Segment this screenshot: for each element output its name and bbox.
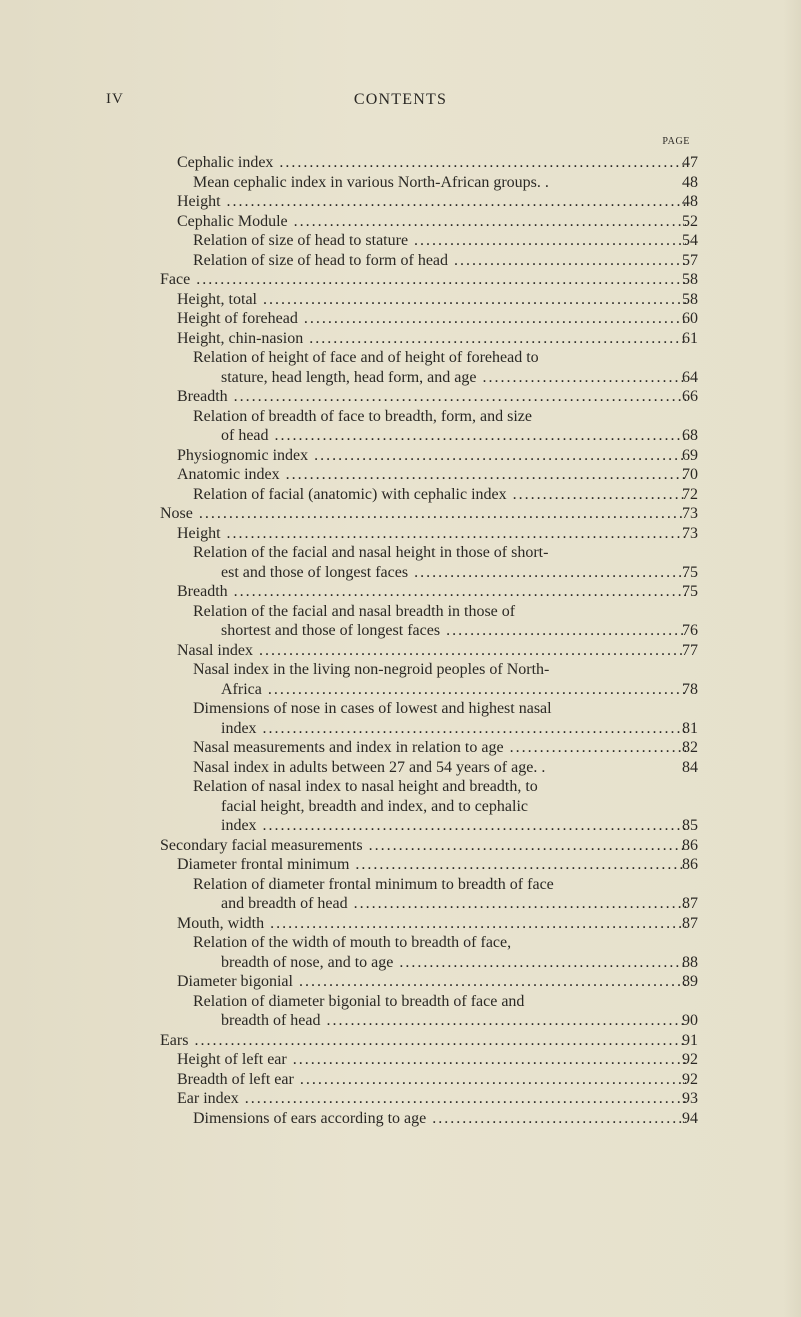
toc-entry-page-number: 86 <box>682 836 698 854</box>
toc-entry-page-number: 81 <box>682 719 698 737</box>
toc-entry-title: Relation of nasal index to nasal height and breadth, to <box>193 778 538 795</box>
toc-entry-page-number: 57 <box>682 251 698 269</box>
contents-list <box>0 153 801 1128</box>
toc-entry <box>0 602 801 622</box>
toc-entry-title: facial height, breadth and index, and to cephalic <box>221 797 528 815</box>
toc-entry-page-number: 78 <box>682 680 698 698</box>
toc-entry-title: Relation of the facial and nasal breadth in those of <box>193 602 516 620</box>
toc-entry <box>0 543 801 563</box>
toc-entry <box>0 407 801 427</box>
page-number: IV <box>106 91 124 107</box>
page-column-label: PAGE <box>662 136 690 147</box>
toc-entry-title: Relation of size of head to form of head . . . <box>193 251 686 271</box>
toc-entry <box>0 251 801 271</box>
toc-entry-title: Ear index . . . <box>177 1089 686 1109</box>
toc-entry-page-number: 90 <box>682 1012 698 1029</box>
toc-entry-page-number: 69 <box>682 446 698 464</box>
toc-entry <box>0 446 801 466</box>
toc-entry <box>0 153 801 173</box>
toc-entry-title: Diameter bigonial . . . <box>177 972 686 992</box>
toc-entry-page-number: 73 <box>682 524 698 542</box>
toc-entry-title: Relation of the width of mouth to breadth of face, <box>193 934 512 951</box>
toc-entry-title: Relation of facial (anatomic) with cephalic index . . . <box>193 485 686 505</box>
toc-entry-page-number: 47 <box>682 154 698 171</box>
toc-entry-page-number: 75 <box>682 583 698 600</box>
toc-entry-page-number: 73 <box>682 505 698 522</box>
toc-entry-title: shortest and those of longest faces . . . <box>221 621 686 641</box>
toc-entry-page-number: 94 <box>682 1109 698 1127</box>
toc-entry-title: of head . . . <box>221 426 686 446</box>
toc-entry <box>0 1050 801 1070</box>
toc-entry-title: Cephalic index . . . <box>177 153 686 173</box>
toc-entry-title: Diameter frontal minimum . . . <box>177 855 686 875</box>
toc-entry-title: Anatomic index . . . <box>177 465 686 485</box>
toc-entry-title: Nose . . . <box>160 504 686 524</box>
toc-entry-title: Relation of diameter frontal minimum to breadth of face <box>193 875 554 893</box>
toc-entry <box>0 212 801 232</box>
toc-entry <box>0 1070 801 1090</box>
toc-entry-title: Physiognomic index . . . <box>177 446 686 466</box>
toc-entry-title: and breadth of head . . . <box>221 894 686 914</box>
toc-entry <box>0 836 801 856</box>
toc-entry-title: Relation of the facial and nasal height in those of short- <box>193 544 549 561</box>
toc-entry-page-number: 54 <box>682 232 698 249</box>
toc-entry <box>0 485 801 505</box>
toc-entry <box>0 465 801 485</box>
toc-entry <box>0 894 801 914</box>
toc-entry <box>0 933 801 953</box>
toc-entry-title: est and those of longest faces . . . <box>221 563 686 583</box>
toc-entry-title: Breadth . . . <box>177 387 686 407</box>
toc-entry-title: breadth of head . . . <box>221 1011 686 1031</box>
toc-entry <box>0 582 801 602</box>
toc-entry-page-number: 77 <box>682 641 698 659</box>
toc-entry-page-number: 89 <box>682 973 698 990</box>
toc-entry-title: Breadth of left ear . . . <box>177 1070 686 1090</box>
toc-entry-page-number: 48 <box>682 173 698 191</box>
toc-entry-page-number: 66 <box>682 388 698 405</box>
toc-entry-page-number: 87 <box>682 895 698 912</box>
toc-entry <box>0 680 801 700</box>
toc-entry <box>0 290 801 310</box>
toc-entry <box>0 699 801 719</box>
toc-entry-title: stature, head length, head form, and age . . . <box>221 368 686 388</box>
toc-entry-page-number: 86 <box>682 856 698 873</box>
toc-entry-title: Nasal measurements and index in relation to age . . . <box>193 738 686 758</box>
toc-entry-page-number: 60 <box>682 310 698 327</box>
toc-entry-page-number: 87 <box>682 914 698 932</box>
toc-entry-page-number: 58 <box>682 271 698 288</box>
toc-entry-page-number: 76 <box>682 622 698 639</box>
toc-entry-page-number: 92 <box>682 1051 698 1068</box>
toc-entry-title: Breadth . . . <box>177 582 686 602</box>
toc-entry-title: Relation of breadth of face to breadth, form, and size <box>193 407 532 425</box>
toc-entry-page-number: 85 <box>682 817 698 834</box>
toc-entry <box>0 368 801 388</box>
toc-entry-page-number: 64 <box>682 368 698 386</box>
toc-entry <box>0 270 801 290</box>
toc-entry-title: Relation of diameter bigonial to breadth of face and <box>193 992 525 1010</box>
toc-entry <box>0 231 801 251</box>
toc-entry <box>0 426 801 446</box>
toc-entry <box>0 504 801 524</box>
toc-entry-title: Mouth, width . . . <box>177 914 686 934</box>
toc-entry <box>0 173 801 193</box>
toc-entry-page-number: 75 <box>682 563 698 581</box>
toc-entry-title: breadth of nose, and to age . . . <box>221 953 686 973</box>
toc-entry <box>0 816 801 836</box>
toc-entry <box>0 192 801 212</box>
toc-entry-title: Relation of height of face and of height of forehead to <box>193 349 539 366</box>
toc-entry <box>0 329 801 349</box>
running-head: CONTENTS <box>353 91 448 108</box>
toc-entry-page-number: 68 <box>682 427 698 444</box>
toc-entry-title: Height . . . <box>177 192 686 212</box>
toc-entry <box>0 641 801 661</box>
toc-entry <box>0 348 801 368</box>
toc-entry <box>0 758 801 778</box>
toc-entry-page-number: 92 <box>682 1070 698 1088</box>
toc-entry <box>0 855 801 875</box>
toc-entry-page-number: 88 <box>682 953 698 971</box>
toc-entry-title: Relation of size of head to stature . . . <box>193 231 686 251</box>
toc-entry <box>0 563 801 583</box>
toc-entry-page-number: 48 <box>682 193 698 210</box>
toc-entry-title: Height, chin-nasion . . . <box>177 329 686 349</box>
toc-entry-title: Face . . . <box>160 270 686 290</box>
toc-entry-page-number: 91 <box>682 1031 698 1049</box>
toc-entry-title: index . . . <box>221 816 686 836</box>
toc-entry <box>0 621 801 641</box>
toc-entry-title: Height . . . <box>177 524 686 544</box>
toc-entry-title: Height, total . . . <box>177 290 686 310</box>
toc-entry-title: Nasal index in adults between 27 and 54 years of age. . <box>193 758 546 776</box>
toc-entry <box>0 1109 801 1129</box>
toc-entry-title: Ears . . . <box>160 1031 686 1051</box>
toc-entry <box>0 1011 801 1031</box>
toc-entry <box>0 992 801 1012</box>
toc-entry <box>0 309 801 329</box>
toc-entry <box>0 777 801 797</box>
toc-entry-page-number: 82 <box>682 739 698 756</box>
toc-entry-page-number: 84 <box>682 758 698 776</box>
toc-entry <box>0 1089 801 1109</box>
toc-entry <box>0 524 801 544</box>
toc-entry-title: Height of forehead . . . <box>177 309 686 329</box>
toc-entry-title: Cephalic Module . . . <box>177 212 686 232</box>
toc-entry <box>0 719 801 739</box>
toc-entry <box>0 1031 801 1051</box>
toc-entry-title: Height of left ear . . . <box>177 1050 686 1070</box>
toc-entry-title: Nasal index . . . <box>177 641 686 661</box>
toc-entry-title: Secondary facial measurements . . . <box>160 836 686 856</box>
toc-entry <box>0 797 801 817</box>
toc-entry-page-number: 58 <box>682 290 698 308</box>
toc-entry <box>0 660 801 680</box>
toc-entry <box>0 738 801 758</box>
toc-entry-title: Africa . . . <box>221 680 686 700</box>
toc-entry-title: Dimensions of ears according to age . . . <box>193 1109 686 1129</box>
toc-entry-page-number: 70 <box>682 466 698 483</box>
toc-entry <box>0 387 801 407</box>
toc-entry-title: Mean cephalic index in various North-African groups. . <box>193 173 549 191</box>
toc-entry-page-number: 72 <box>682 485 698 503</box>
toc-entry <box>0 953 801 973</box>
toc-entry <box>0 914 801 934</box>
toc-entry <box>0 875 801 895</box>
toc-entry <box>0 972 801 992</box>
toc-entry-page-number: 52 <box>682 212 698 230</box>
toc-entry-page-number: 61 <box>682 329 698 347</box>
toc-entry-title: Dimensions of nose in cases of lowest and highest nasal <box>193 700 552 717</box>
toc-entry-title: index . . . <box>221 719 686 739</box>
toc-entry-title: Nasal index in the living non-negroid peoples of North- <box>193 661 550 678</box>
toc-entry-page-number: 93 <box>682 1090 698 1107</box>
